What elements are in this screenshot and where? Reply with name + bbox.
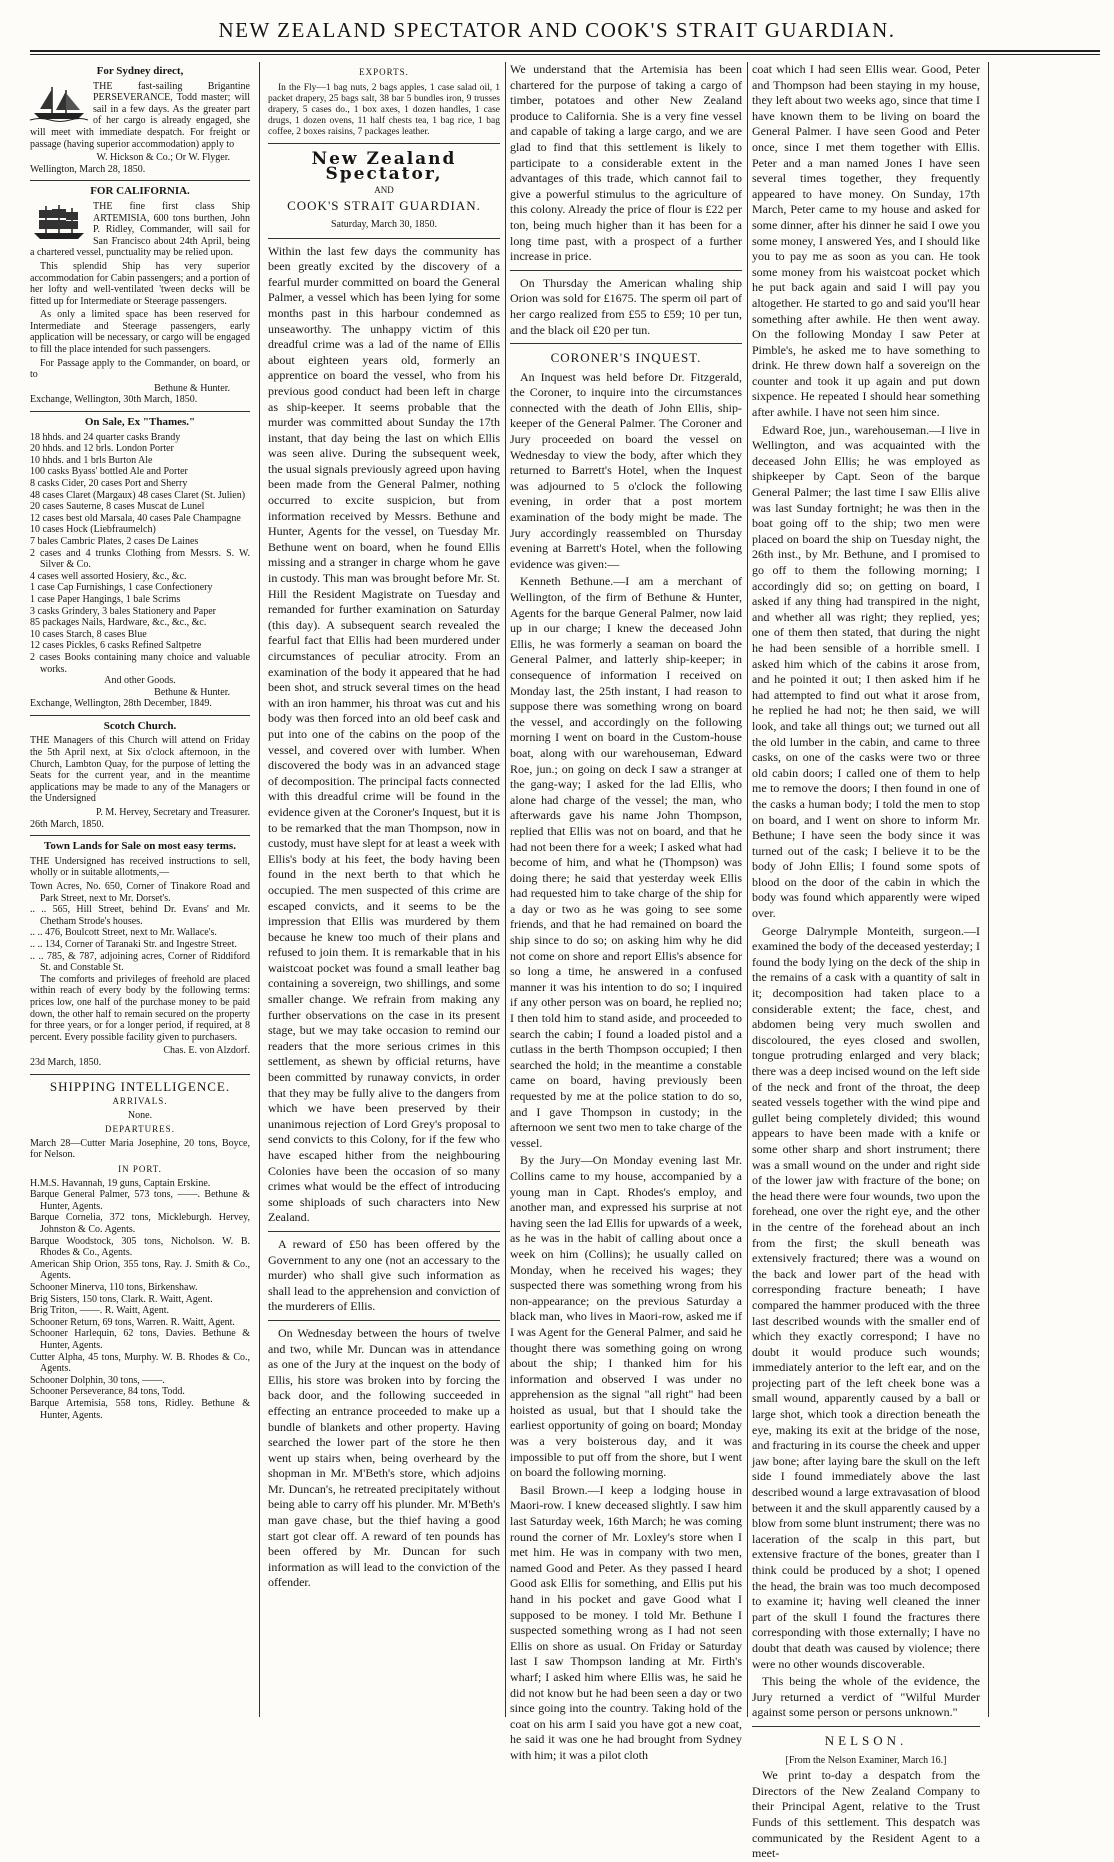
news-artemisia: We understand that the Artemisia has been chartered for the purpose of taking a cargo of timber, potatoes and other New Zealand produce to California. She is a very fine vessel and capable of taking a large cargo, and we are glad to find that this settlement is likely to participate to a considerable extent in the advantages of this trade, which cannot fail to give a powerful stimulus to the agriculture of this colony. Already the price of flour is £22 per ton, being much higher than it has been for a long time past, with a prospect of a further increase in price. (510, 62, 742, 264)
ad-lands-date: 23d March, 1850. (30, 1056, 102, 1068)
ship-icon (30, 83, 88, 121)
ad-california-agents: Bethune & Hunter. (154, 382, 230, 394)
list-item: 20 cases Sauterne, 8 cases Muscat de Lunel (30, 501, 205, 513)
list-item: 2 cases Books containing many choice and valuable works. (30, 651, 250, 675)
masthead: NEW ZEALAND SPECTATOR AND COOK'S STRAIT GUARDIAN. (218, 18, 896, 42)
ad-california-body-2: This splendid Ship has very superior accommodation for Cabin passengers; and a portion of her lofty and well-ventilated 'tween decks will be fitted up for Intermediate or Steerage passengers. (30, 260, 250, 307)
ad-lands-body: THE Undersigned has received instructions to sell, wholly or in suitable allotments,— (30, 855, 250, 879)
list-item: H.M.S. Havannah, 19 guns, Captain Erskine. (30, 1177, 211, 1189)
ad-california-date: Exchange, Wellington, 30th March, 1850. (30, 394, 198, 406)
editorial-murder: Within the last few days the community has been greatly excited by the discovery of a fearful murder committed on board the General Palmer, a vessel which has been lying for some months past in this harbour condemned as unseaworthy. The unhappy victim of this dreadful crime was a lad of the name of Ellis about eighteen years old, formerly an apprentice on board the vessel, who from his previous good conduct had been left in charge as ship-keeper. It seems probable that the murder was committed about Sunday the 17th instant, that day being the last on which Ellis was seen alive. During the subsequent week, the usual signals previously agreed upon having been made from the General Palmer, nothing occurred to excite suspicion, but from information received by Messrs. Bethune and Hunter, Agents for the vessel, on Tuesday Mr. Bethune went on board, when he found Ellis missing and a stranger in charge whom he gave in custody. This man was brought before Mr. St. Hill the Resident Magistrate on Tuesday and remanded for further examination on Saturday (this day). A subsequent search revealed the fearful fact that Ellis had been murdered under circumstances of peculiar atrocity. From an examination of the body it appeared that he had been shot, and struck several times on the head with an iron hammer, his throat was cut and his body was then forced into an old beef cask and put into one of the cabins on the poop of the vessel, and covered over with lumber. When discovered the body was in an advanced stage of decomposition. The principal facts connected with this dreadful crime will be found in the evidence given at the Coroner's Inquest, but it is to be remarked that the man Thompson, now in custody, must have slept for at least a week with Ellis's body at his feet, the body having been found in the next berth to that which he occupied. The men suspected of this crime are escaped convicts, and it seems to be the impression that Ellis was murdered by them because he knew too much of their plans and refused to join them. It is remarkable that in his waistcoat pocket was found a small leather bag containing a sovereign, two shillings, and some smaller change. We refrain from making any further observations on the case in its present stage, but we may take occasion to remind our readers that the more serious crimes in this settlement, as shewn by official returns, have been committed by runaway convicts, in order that they may be fully alive to the dangers from which we have been preserved by their unanimous rejection of Lord Grey's proposal to send convicts to this Colony, for if the few who have escaped hither from the neighbouring Colonies have been the occasion of so many crimes what would be the effect of introducing some shiploads of such characters into New Zealand. (268, 243, 500, 1225)
inquest-bethune: Kenneth Bethune.—I am a merchant of Wellington, of the firm of Bethune & Hunter, Agents for the barque General Palmer, now laid up in our charge; I knew the deceased John Ellis, he was formerly a seaman on board the General Palmer, and latterly ship-keeper; in consequence of information I received on Monday last, the 25th instant, I had reason to suppose there was something wrong on board the vessel, and accordingly on the following morning I went on board in the Custom-house boat, along with our warehouseman, Edward Roe, jun.; on going on deck I saw a stranger at the gang-way; I asked for the lad Ellis, who alone had charge of the vessel; the man, who afterwards gave his name John Thompson, replied that Ellis was not on board, and that he had not been there for a week; I asked what had become of him, and what he (Thompson) was doing there; he said that yesterday week Ellis had requested him to take charge of the ship for a day or two as he was going to see some friends, and that he had remained on board the ship since to do so; on asking him why he did not come on shore and report Ellis's absence for so long a time, he answered in a confused manner it was his intention to do so; I inquired if any other person was on board, he replied no; I then told him to stand aside, and proceeded to search the cabin; I found a loaded pistol and a cutlass in the berth Thompson occupied; I then searched the hold; in the meantime a constable came on board, having previously been requested by me at the police station to do so, and I gave Thompson in custody; in the afternoon we sent two men to take charge of the vessel. (510, 574, 742, 1150)
paper-and: AND (374, 184, 394, 195)
list-item: 1 case Paper Hangings, 1 bale Scrims (30, 593, 181, 605)
ad-church-heading: Scotch Church. (103, 719, 177, 732)
ship-icon (30, 203, 88, 241)
ad-thames-agents: Bethune & Hunter. (154, 686, 230, 698)
separator (268, 238, 500, 239)
list-item: Barque General Palmer, 573 tons, ——. Bethune & Hunter, Agents. (30, 1189, 250, 1212)
paper-date: Saturday, March 30, 1850. (331, 218, 437, 230)
list-item: .. .. 134, Corner of Taranaki Str. and Ingestre Street. (30, 938, 237, 950)
list-item: 7 bales Cambric Plates, 2 cases De Laines (30, 535, 199, 547)
ad-lands-body-2: The comforts and privileges of freehold are placed within reach of every body by the following terms: prices low, one half of the purchase money to be paid down, the other half to remain secured on the property for three years, or for a longer period, if required, at 8 percent. Every possible facility given to purchasers. (30, 973, 250, 1043)
separator (510, 270, 742, 271)
ad-thames-date: Exchange, Wellington, 28th December, 1849. (30, 698, 212, 710)
separator (268, 1231, 500, 1232)
list-item: Schooner Return, 69 tons, Warren. R. Waitt, Agent. (30, 1316, 235, 1328)
masthead-rule (30, 50, 1100, 52)
shipping-heading: SHIPPING INTELLIGENCE. (49, 1078, 231, 1094)
column-news (510, 62, 742, 1762)
arrivals-label: ARRIVALS. (112, 1096, 168, 1107)
inquest-intro: An Inquest was held before Dr. Fitzgerald, the Coroner, to inquire into the circumstances connected with the death of John Ellis, ship-keeper of the General Palmer. The Coroner and Jury proceeded on board the vessel on Wednesday to view the body, after which they returned to Barrett's Hotel, when the Inquest was adjourned to 5 o'clock the following evening, in order that a post mortem examination of the body might be made. The Jury accordingly reassembled on Thursday evening at Barrett's Hotel, when the following evidence was given:— (510, 369, 742, 571)
inquest-monteith: George Dalrymple Monteith, surgeon.—I examined the body of the deceased yesterday; I found the body lying on the deck of the ship in the remains of a cask with a quantity of salt in it; decomposition had taken place to a considerable extent; the face, chest, and abdomen being very much swollen and discoloured, the eyes closed and swollen, tongue protruding enlarged and very black; there was a deep incised wound on the left side of the neck and front of the throat, the deep seated vessels together with the wind pipe and gullet being completely divided; this wound appears to have been made with a knife or some other sharp and short instrument; there was a small wound on the under and right side of the lower jaw with fracture of the bone; on the head there were four wounds, two upon the forehead, one over the right eye, and the other in the centre of the forehead about an inch from the first; the skull beneath was extensively fractured; there was a wound on the back and lower part of the head with corresponding fracture beneath; I have compared the hammer produced with the three last described wounds with the smaller end of which they exactly correspond; I have no doubt it would produce such wounds; immediately anterior to the left ear, and on the projecting part of the left cheek bone was a small wound, apparently caused by a ball or large shot, which took a direction beneath the eye, making its exit at the bridge of the nose, and fracturing in its course the cheek and upper jaw bone; after laying bare the skull on the left side I found immediately above the last described wound a large extravasation of blood between it and the skull apparently caused by a blow from some blunt instrument; there was no laceration of the scalp in this part, but extensive fracture of the bones, greater than I think could be produced by a shot; I opened the head, the brain was too much decomposed to examine it; having well cleaned the inner part of the skull I found the fractures there corresponding with those externally; I have no doubt that death was caused by violence; there were no other wounds discoverable. (752, 923, 980, 1671)
list-item: 4 cases well assorted Hosiery, &c., &c. (30, 570, 187, 582)
list-item: Barque Woodstock, 305 tons, Nicholson. W. B. Rhodes & Co., Agents. (30, 1235, 250, 1259)
departures-value: March 28—Cutter Maria Josephine, 20 tons, Boyce, for Nelson. (30, 1137, 250, 1161)
separator (30, 411, 250, 412)
list-item: 20 hhds. and 12 brls. London Porter (30, 443, 174, 455)
list-item: Cutter Alpha, 45 tons, Murphy. W. B. Rhodes & Co., Agents. (30, 1351, 250, 1375)
column-divider (259, 62, 260, 1717)
nelson-body: We print to-day a despatch from the Directors of the New Zealand Company to their Principal Agent, relative to the Trust Funds of this settlement. This despatch was communicated by the Resident Agent to a meet- (752, 1768, 980, 1861)
nelson-heading: NELSON. (824, 1732, 908, 1748)
masthead-rule-thin (30, 54, 1100, 55)
list-item: Barque Artemisia, 558 tons, Ridley. Bethune & Hunter, Agents. (30, 1397, 250, 1421)
column-divider (747, 62, 748, 1717)
ad-sydney-heading: For Sydney direct, (96, 65, 184, 77)
list-item: 10 hhds. and 1 brls Burton Ale (30, 454, 153, 466)
inport-list (30, 1178, 250, 1421)
list-item: 1 case Cap Furnishings, 1 case Confectionery (30, 582, 213, 594)
list-item: Brig Sisters, 150 tons, Clark. R. Waitt, Agent. (30, 1293, 213, 1305)
list-item: Schooner Dolphin, 30 tons, ——. (30, 1374, 165, 1386)
departures-label: DEPARTURES. (105, 1124, 175, 1135)
list-item: Schooner Minerva, 110 tons, Birkenshaw. (30, 1282, 198, 1293)
ad-lands-lots (30, 881, 250, 974)
list-item: 3 casks Grindery, 3 bales Stationery and Paper (30, 605, 216, 617)
list-item: 48 cases Claret (Margaux) 48 cases Claret (St. Julien) (30, 489, 246, 501)
separator (268, 143, 500, 144)
ad-church-signer: P. M. Hervey, Secretary and Treasurer. (95, 807, 250, 819)
list-item: 12 cases Pickles, 6 casks Refined Saltpetre (30, 640, 202, 652)
exports-body: In the Fly—1 bag nuts, 2 bags apples, 1 case salad oil, 1 packet drapery, 25 bags salt, 38 bar 5 bundles iron, 9 trusses drapery, 5 cases do., 1 box axes, 1 dozen handles, 1 case drugs, 1 dozen ovens, 11 half chests tea, 1 bag rice, 1 bag coffee, 2 boxes raisins, 7 packages leather. (268, 82, 500, 137)
ad-sydney-date: Wellington, March 28, 1850. (30, 163, 146, 175)
ad-sydney-agents: W. Hickson & Co.; Or W. Flyger. (96, 152, 230, 164)
ad-lands-heading: Town Lands for Sale on most easy terms. (44, 840, 236, 853)
separator (30, 180, 250, 181)
list-item: American Ship Orion, 355 tons, Ray. J. Smith & Co., Agents. (30, 1258, 250, 1282)
inquest-heading: CORONER'S INQUEST. (550, 350, 702, 366)
editorial-robbery: On Wednesday between the hours of twelve and two, while Mr. Duncan was in attendance as one of the Jury at the inquest on the body of Ellis, his store was broken into by forcing the back door, and the following succeeded in effecting an entrance proceeded to make up a bundle of blankets and other property. Having searched the lower part of the store he then went up stairs when, being overheard by the shopman in Mr. M'Beth's store, which adjoins Mr. Duncan's, he retreated precipitately without being able to carry off his plunder. Mr. M'Beth's man gave chase, but the thief having a good start got clear off. A reward of ten pounds has been offered by Mr. Duncan for such information as will lead to the conviction of the offender. (268, 1325, 500, 1590)
ad-california-body-4: For Passage apply to the Commander, on board, or to (30, 357, 250, 381)
exports-label: EXPORTS. (359, 67, 409, 77)
list-item: 85 packages Nails, Hardware, &c., &c., &c. (30, 617, 207, 629)
list-item: 10 cases Hock (Liebfraumelch) (30, 524, 156, 536)
ad-california-heading: FOR CALIFORNIA. (90, 185, 190, 198)
list-item: 100 casks Byass' bottled Ale and Porter (30, 466, 188, 478)
ad-church-body: THE Managers of this Church will attend on Friday the 5th April next, at Six o'clock afternoon, in the Church, Lambton Quay, for the purpose of letting the Seats for the current year, and in the meantime applications may be made to any of the Managers or the Undersigned (30, 735, 250, 805)
ad-sydney-body: THE fast-sailing Brigantine PERSEVERANCE, Todd master; will sail in a few days. As the greater part of her cargo is already engaged, she will meet with immediate despatch. For freight or passage (having superior accommodation) apply to (30, 80, 250, 150)
list-item: Brig Triton, ——. R. Waitt, Agent. (30, 1305, 170, 1317)
list-item: 8 casks Cider, 20 cases Port and Sherry (30, 478, 188, 489)
list-item: 18 hhds. and 24 quarter casks Brandy (30, 431, 181, 443)
separator (268, 1320, 500, 1321)
column-divider (505, 62, 506, 1717)
ad-thames-footer: And other Goods. (104, 675, 176, 687)
list-item: Barque Cornelia, 372 tons, Mickleburgh. Hervey, Johnston & Co. Agents. (30, 1212, 250, 1236)
column-inquest-continued (752, 62, 1100, 1861)
news-orion: On Thursday the American whaling ship Orion was sold for £1675. The sperm oil part of her cargo realized from £55 to £59; 10 per tun, and the black oil £20 per tun. (510, 275, 742, 337)
ad-california-body-3: As only a limited space has been reserved for Intermediate and Steerage passengers, early application will be necessary, or cargo will be engaged to fill the place intended for such passengers. (30, 309, 250, 356)
inquest-jury: By the Jury—On Monday evening last Mr. Collins came to my house, accompanied by a young man in Capt. Rhodes's employ, and another man, and expressed his surprise at not having seen the lad Ellis for upwards of a week, as he was in the habit of calling about once a week on him (Collins); he usually called on Monday, when he received his wages; they suspected there was something wrong from his non-appearance; on the previous Saturday a black man, who lives in Maori-row, asked me if I was Agent for the General Palmer, and said he thought there was something going on wrong about the ship; I thanked him for his information and observed I was under no apprehension as the signal "all right" had been hoisted as usual, but that I should take the earliest opportunity of going on board; Monday was a very boisterous day, and it was impossible to put off from the shore, but I went on board the following morning. (510, 1153, 742, 1480)
ad-thames-heading: On Sale, Ex "Thames." (84, 416, 196, 429)
arrivals-value: None. (127, 1109, 153, 1121)
list-item: Town Acres, No. 650, Corner of Tinakore Road and Park Street, next to Mr. Dorset's. (30, 881, 250, 904)
inport-label: IN PORT. (118, 1164, 162, 1175)
column-editorial (268, 62, 500, 1717)
inquest-brown: Basil Brown.—I keep a lodging house in Maori-row. I knew deceased slightly. I saw him last Saturday week, 16th March; he was coming round the corner of Mr. Loxley's store when I met him. He was in company with two men, named Good and Peter. As they passed I heard Good ask Ellis for something, and Ellis put his hand in his pocket and gave Good what I supposed to be money. I told Mr. Bethune I suspected something wrong as I had not seen Ellis on shore as usual. On Friday or Saturday last I saw Thompson landing at Mr. Firth's wharf; I asked him where Ellis was, he said he did not know but he had been seen a day or two since going into the country. Taking hold of the coat on his arm I said you have got a new coat, he said it was one he had brought from Sydney with him; it was a pilot cloth (510, 1482, 742, 1762)
list-item: 12 cases best old Marsala, 40 cases Pale Champagne (30, 512, 241, 524)
nelson-source: [From the Nelson Examiner, March 16.] (785, 1754, 947, 1766)
separator (30, 715, 250, 716)
inquest-brown-cont: coat which I had seen Ellis wear. Good, Peter and Thompson had been staying in my house, they left about two weeks ago, since that time I have known them to be living on board the General Palmer. I have seen Good and Peter once, since I met them together with Ellis. Peter and a man named Jones I have seen several times together, they frequently appeared to have money. On Sunday, 17th March, Peter came to my house and asked for some dinner, after his dinner he said I owe you some money, I answered Yes, and I should like you to pay me as soon as you can. He took some money from his waistcoat pocket which he put back again and said I will pay you altogether. He started to go and said you'll hear something after awhile. He then went away. On the following Monday I saw Peter at Pimble's, he asked me to have something to drink. He threw down half a sovereign on the counter and took it up again and put down sixpence. He repeated I should hear something after awhile. I have not seen him since. (752, 62, 980, 420)
separator (752, 1726, 980, 1727)
ad-lands-signer: Chas. E. von Alzdorf. (163, 1045, 250, 1057)
editorial-reward: A reward of £50 has been offered by the Government to any one (not an accessary to the murder) who shall give such information as shall lead to the apprehension and conviction of the murderers of Ellis. (268, 1236, 500, 1314)
ad-thames-items (30, 432, 250, 675)
list-item: Schooner Harlequin, 62 tons, Davies. Bethune & Hunter, Agents. (30, 1328, 250, 1351)
paper-subtitle: COOK'S STRAIT GUARDIAN. (287, 198, 481, 214)
list-item: 2 cases and 4 trunks Clothing from Messrs. S. W. Silver & Co. (30, 547, 250, 571)
ad-church-date: 26th March, 1850. (30, 818, 104, 830)
inquest-verdict: This being the whole of the evidence, the Jury returned a verdict of "Wilful Murder against some person or persons unknown." (752, 1674, 980, 1720)
separator (510, 343, 742, 344)
list-item: .. .. 785, & 787, adjoining acres, Corner of Riddiford St. and Constable St. (30, 950, 250, 974)
list-item: Schooner Perseverance, 84 tons, Todd. (30, 1386, 185, 1398)
list-item: 10 cases Starch, 8 cases Blue (30, 628, 147, 640)
paper-title: New Zealand Spectator, (311, 148, 457, 185)
list-item: .. .. 565, Hill Street, behind Dr. Evans' and Mr. Chetham Strode's houses. (30, 904, 250, 927)
separator (30, 1074, 250, 1075)
inquest-roe: Edward Roe, jun., warehouseman.—I live in Wellington, and was acquainted with the deceased John Ellis; he was employed as shipkeeper by Capt. Seon of the barque General Palmer; the last time I saw Ellis alive was last Sunday fortnight; he was then in the boat going off to the ship; two men were placed on board the ship on Tuesday night, the 26th inst., by Mr. Bethune, and I promised to go off to them the following morning; I accordingly did so; on getting on board, I asked if any thing had transpired in the night, and whether all was right; they replied, yes; one of them then stated, that during the night he had been sensible of a horrible smell. I asked him which of the cabins it arose from, and he pointed it out; I then asked him if he had attempted to find out what it arose from, he replied he had not; he then said, we will look, and take all things out; we turned out all the old lumber in the cabin, and came to three casks, on one of the casks were two or three old cabin doors; I called one of them to help me to remove the doors; I then found in one of the casks a human body; I told the men to stop on board, and I went on shore to inform Mr. Bethune; I have seen the body since it was turned out of the cask; I believe it to be the body of John Ellis; I found some spots of blood on the door of the cabin in which the body was found which apparently were wiped over. (752, 422, 980, 921)
ad-california-body: THE fine first class Ship ARTEMISIA, 600 tons burthen, John P. Ridley, Commander, will sail for San Francisco about 24th April, being a chartered vessel, punctuality may be relied upon. (30, 200, 250, 259)
separator (30, 835, 250, 836)
column-advertisements (30, 62, 250, 1717)
list-item: .. .. 476, Boulcott Street, next to Mr. Wallace's. (30, 927, 217, 939)
